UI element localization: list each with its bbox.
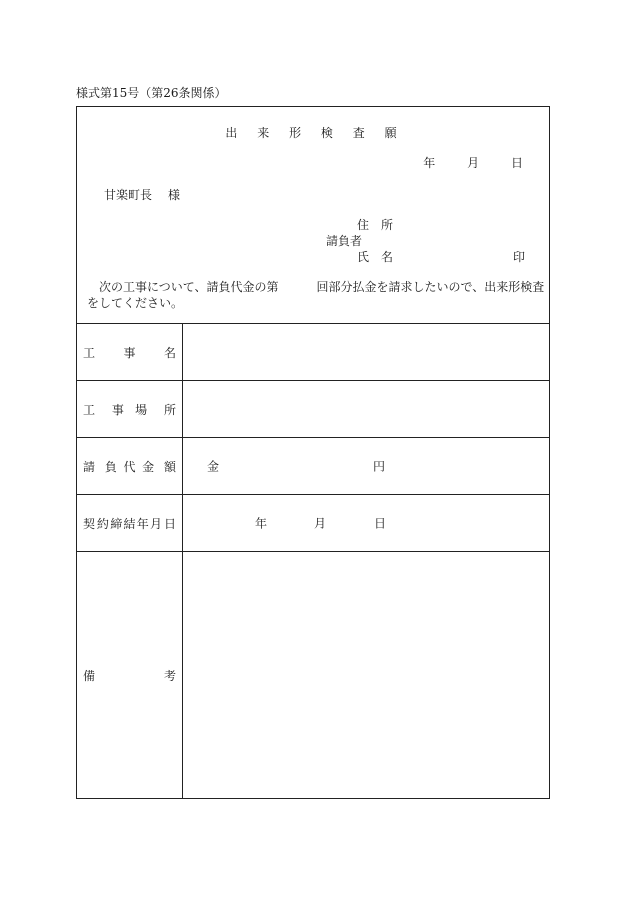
date-year: 年: [423, 156, 436, 170]
request-text-pre: 次の工事について、請負代金の第: [99, 280, 279, 294]
form-header: [77, 107, 549, 324]
addressee-suffix: 様: [168, 188, 181, 202]
label-char: 事: [123, 345, 136, 360]
label-char: 事: [111, 402, 124, 417]
row-contract-amount: [77, 438, 549, 495]
label-char: 締: [110, 516, 123, 531]
label-char: 名: [163, 345, 176, 360]
seal-mark: 印: [512, 250, 525, 264]
title-char: 来: [257, 126, 274, 140]
row-work-name: [77, 324, 549, 381]
label-char: 月: [150, 516, 163, 531]
row-work-location: [77, 381, 549, 438]
label-char: 負: [104, 459, 117, 474]
label-char: 約: [96, 516, 109, 531]
work-location-field[interactable]: [183, 381, 549, 437]
label-char: 請: [83, 459, 96, 474]
form-title: [77, 124, 549, 141]
contract-date-day: 日: [374, 516, 387, 531]
contract-date-month: 月: [314, 516, 327, 531]
row-label: [77, 552, 183, 798]
request-text: [87, 279, 547, 311]
label-char: 備: [83, 668, 96, 683]
name-label: 氏 名: [357, 250, 394, 264]
label-char: 考: [163, 668, 176, 683]
row-label: [77, 381, 183, 437]
addressee-name: 甘楽町長: [104, 188, 153, 202]
contractor-label: 請負者: [326, 234, 363, 248]
contract-date-field[interactable]: [183, 495, 549, 551]
row-label: [77, 495, 183, 551]
contract-date-year: 年: [255, 516, 268, 531]
form-frame: [76, 106, 550, 799]
label-char: 日: [163, 516, 176, 531]
label-char: 結: [123, 516, 136, 531]
row-label: [77, 324, 183, 380]
remarks-field[interactable]: [183, 552, 549, 798]
label-char: 工: [83, 345, 96, 360]
address-label: 住 所: [357, 218, 394, 232]
contract-amount-field[interactable]: [183, 438, 549, 494]
label-char: 所: [163, 402, 176, 417]
label-char: 場: [135, 402, 148, 417]
title-char: 形: [289, 126, 306, 140]
request-text-post: 回部分払金を請求したいので、出来形検査をしてください。: [87, 280, 545, 310]
label-char: 額: [163, 459, 176, 474]
row-contract-date: [77, 495, 549, 552]
label-char: 年: [136, 516, 149, 531]
label-char: 工: [83, 402, 96, 417]
work-name-field[interactable]: [183, 324, 549, 380]
application-date: [395, 154, 523, 171]
label-char: 代: [123, 459, 136, 474]
date-month: 月: [467, 156, 480, 170]
title-char: 検: [320, 126, 337, 140]
row-label: [77, 438, 183, 494]
label-char: 契: [83, 516, 96, 531]
date-day: 日: [510, 156, 523, 170]
row-remarks: [77, 552, 549, 798]
title-char: 査: [352, 126, 369, 140]
label-char: 金: [142, 459, 155, 474]
amount-unit: 円: [373, 459, 386, 474]
title-char: 出: [225, 126, 242, 140]
title-char: 願: [384, 126, 401, 140]
addressee: [104, 186, 180, 203]
form-number: 様式第15号（第26条関係）: [76, 86, 227, 100]
amount-prefix: 金: [207, 459, 220, 474]
